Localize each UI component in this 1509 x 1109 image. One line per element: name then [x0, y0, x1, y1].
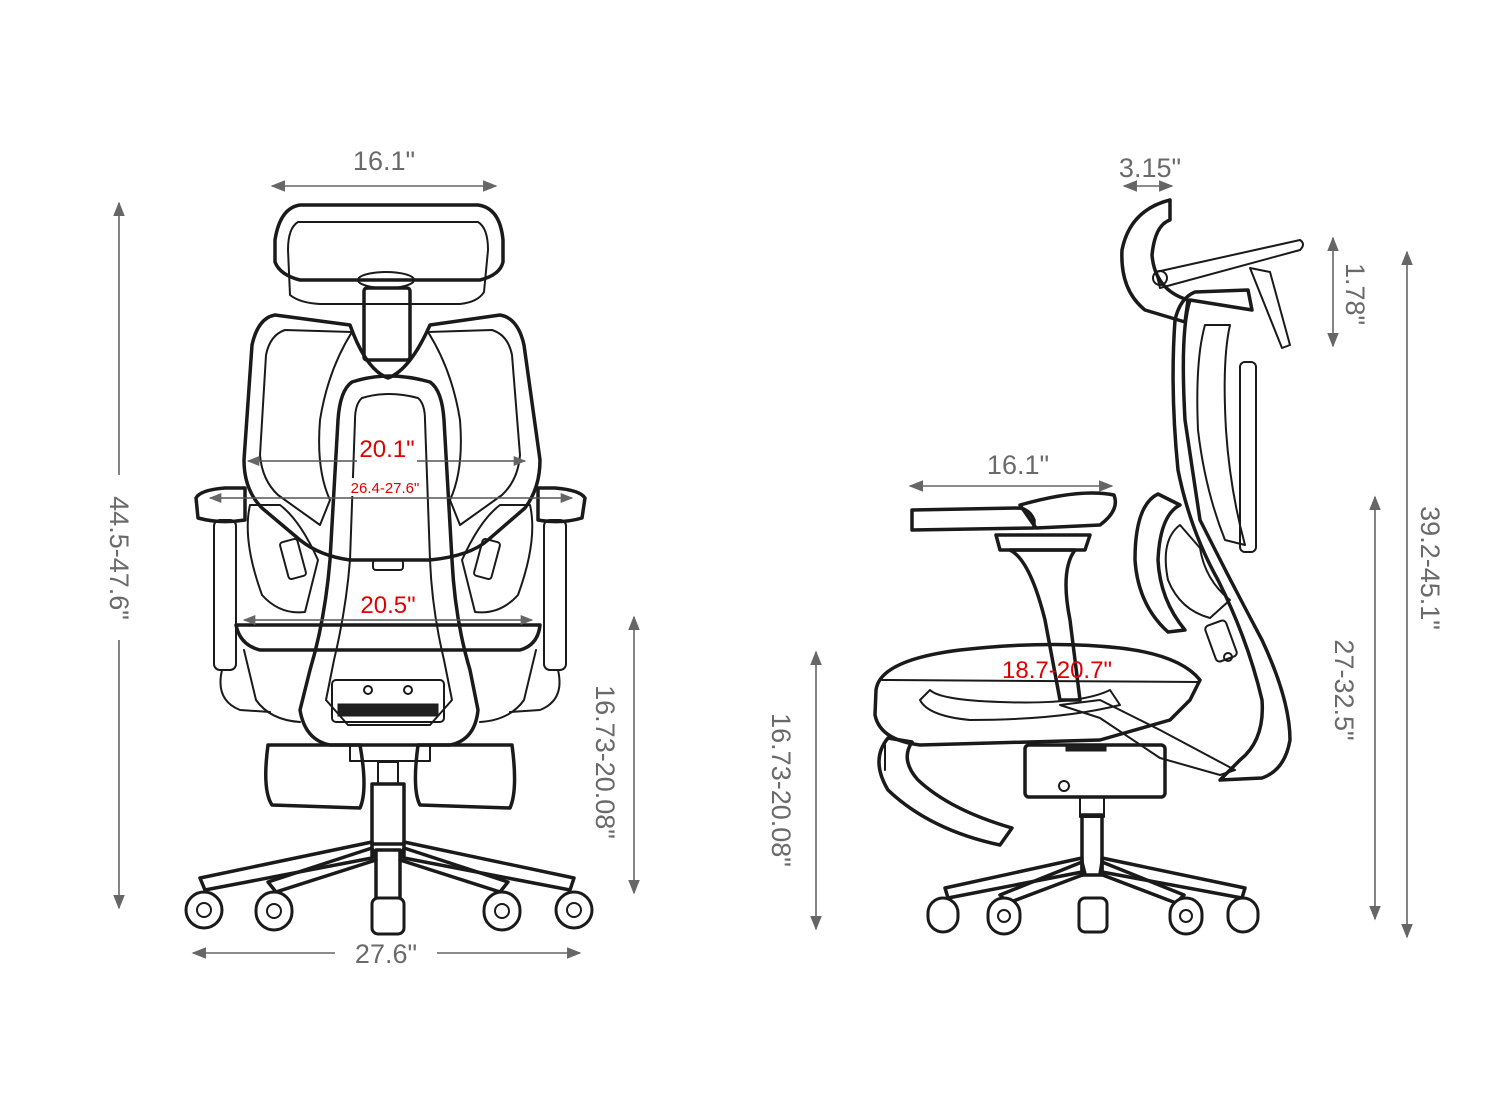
side-dimensions	[766, 153, 1448, 937]
label-front-headrest-width: 16.1"	[352, 146, 416, 176]
label-side-back-height: 27-32.5"	[1329, 639, 1359, 741]
label-front-armrest-span: 26.4-27.6"	[350, 480, 420, 497]
label-side-overall-height: 39.2-45.1"	[1415, 506, 1445, 630]
front-seat	[236, 625, 540, 722]
label-side-armrest-length: 16.1"	[986, 450, 1050, 480]
front-casters	[186, 892, 592, 934]
side-backrest	[1173, 290, 1290, 780]
front-headrest	[275, 205, 503, 360]
front-dimensions	[104, 146, 634, 969]
label-front-overall-height: 44.5-47.6"	[104, 496, 134, 620]
side-footrest	[879, 738, 1012, 845]
front-footrest	[266, 745, 515, 808]
label-side-headrest-depth: 3.15"	[1118, 153, 1182, 183]
label-side-headrest-adjust: 1.78"	[1340, 262, 1370, 326]
side-mechanism	[1025, 745, 1165, 817]
label-front-backrest-width: 20.1"	[359, 436, 415, 463]
side-casters	[928, 898, 1258, 934]
label-front-seat-width: 20.5"	[360, 592, 416, 619]
side-lumbar	[1135, 494, 1238, 663]
side-view-chair	[875, 200, 1303, 934]
label-side-seat-depth: 18.7-20.7"	[1002, 657, 1112, 684]
label-front-base-width: 27.6"	[354, 939, 418, 969]
front-view-chair	[186, 205, 592, 934]
side-base	[945, 815, 1245, 903]
label-side-seat-height: 16.73-20.08"	[766, 713, 796, 867]
front-base	[200, 762, 574, 906]
label-front-seat-height: 16.73-20.08"	[590, 685, 620, 839]
